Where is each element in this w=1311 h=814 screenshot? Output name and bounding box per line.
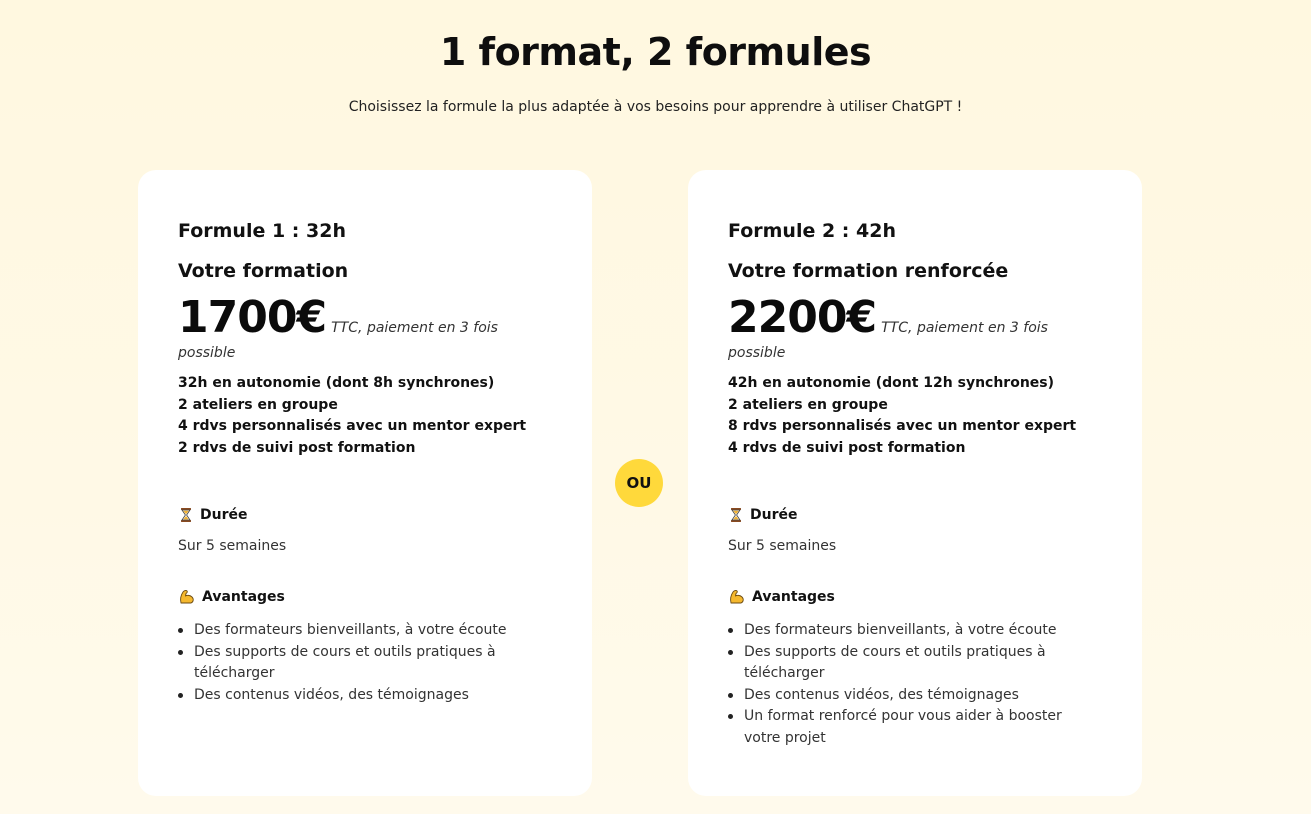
avantage-item: Des supports de cours et outils pratiques à télécharger [744, 642, 1102, 685]
duration-heading [728, 507, 1102, 523]
feature-item: 2 ateliers en groupe [178, 396, 338, 413]
avantages-heading [728, 588, 1102, 606]
price: 1700€ [178, 292, 327, 343]
hourglass-icon [728, 507, 744, 523]
features-list [178, 373, 552, 459]
avantage-item: Des contenus vidéos, des témoignages [744, 685, 1102, 707]
formula-label: Formule 2 : 42h [728, 220, 896, 242]
formula-name: Votre formation renforcée [728, 260, 1009, 282]
flexed-biceps-icon [178, 588, 196, 606]
avantage-item: Des formateurs bienveillants, à votre écoute [194, 620, 552, 642]
price-note: TTC, paiement en 3 fois possible [728, 320, 1048, 361]
price-row [728, 294, 1102, 363]
page-subtitle: Choisissez la formule la plus adaptée à vos besoins pour apprendre à utiliser ChatGPT ! [348, 99, 963, 115]
duration-heading [178, 507, 552, 523]
formula-label: Formule 1 : 32h [178, 220, 346, 242]
flexed-biceps-icon [728, 588, 746, 606]
feature-item: 32h en autonomie (dont 8h synchrones) [178, 375, 495, 391]
duration-heading-label: Durée [750, 507, 798, 523]
feature-item: 2 rdvs de suivi post formation [178, 439, 416, 456]
feature-item: 4 rdvs de suivi post formation [728, 439, 966, 456]
avantage-item: Des formateurs bienveillants, à votre écoute [744, 620, 1102, 642]
feature-item: 4 rdvs personnalisés avec un mentor expert [178, 418, 527, 434]
features-list [728, 373, 1102, 459]
page-title: 1 format, 2 formules [439, 30, 872, 74]
avantages-list [728, 620, 1102, 749]
avantage-item: Des supports de cours et outils pratiques à télécharger [194, 642, 552, 685]
avantages-heading-label: Avantages [202, 589, 285, 605]
duration-heading-label: Durée [200, 507, 248, 523]
duration-value: Sur 5 semaines [178, 538, 287, 554]
avantages-heading [178, 588, 552, 606]
price-note: TTC, paiement en 3 fois possible [178, 320, 498, 361]
avantages-list [178, 620, 552, 706]
pricing-card-formule-1 [138, 170, 592, 796]
feature-item: 42h en autonomie (dont 12h synchrones) [728, 375, 1055, 391]
hourglass-icon [178, 507, 194, 523]
pricing-card-formule-2 [688, 170, 1142, 796]
avantages-heading-label: Avantages [752, 589, 835, 605]
ou-separator-badge: OU [615, 459, 663, 507]
duration-value: Sur 5 semaines [728, 538, 837, 554]
price: 2200€ [728, 292, 877, 343]
avantage-item: Un format renforcé pour vous aider à booster votre projet [744, 706, 1102, 749]
price-row [178, 294, 552, 363]
feature-item: 8 rdvs personnalisés avec un mentor expert [728, 418, 1077, 434]
feature-item: 2 ateliers en groupe [728, 396, 888, 413]
avantage-item: Des contenus vidéos, des témoignages [194, 685, 552, 707]
formula-name: Votre formation [178, 260, 349, 282]
